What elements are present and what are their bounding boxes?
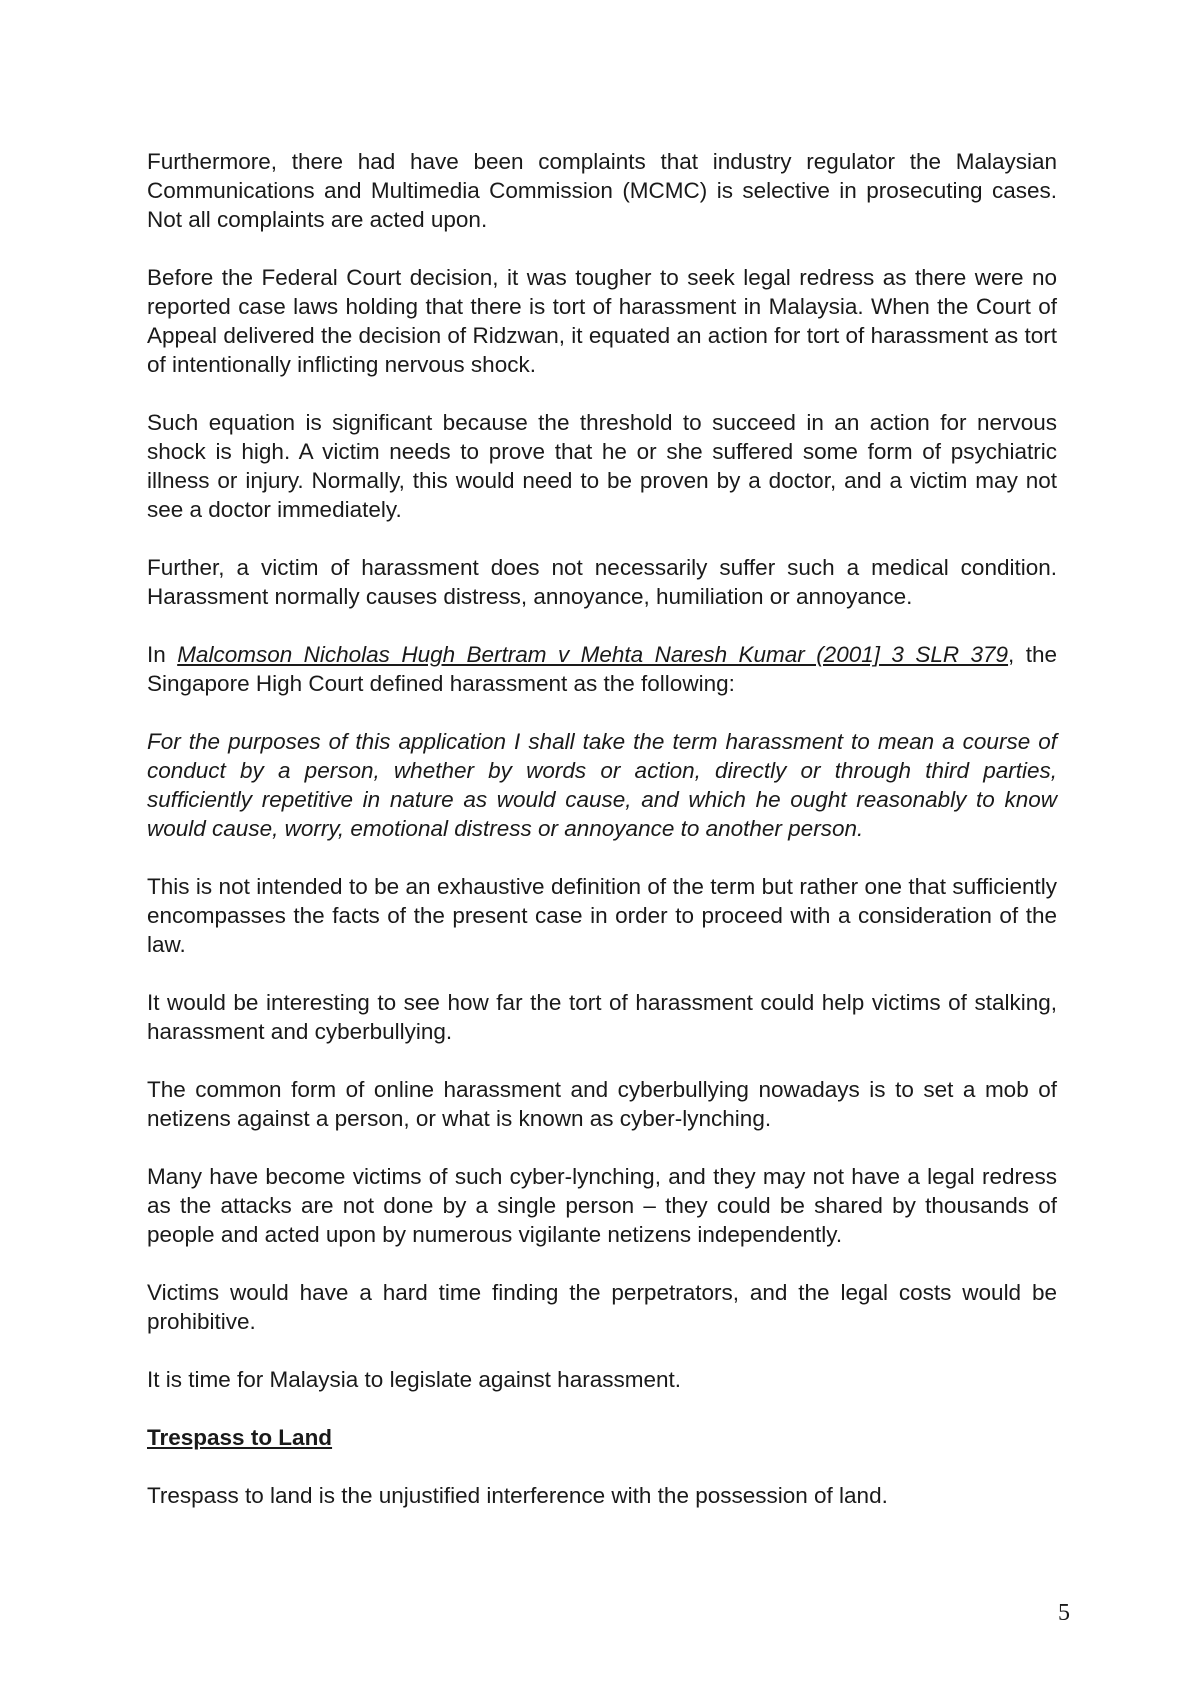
paragraph-cyber-lynching: The common form of online harassment and cyberbullying nowadays is to set a mob of netizens against a person, or what is known as cyber-lynching. <box>147 1077 1057 1131</box>
quoted-definition: For the purposes of this application I shall take the term harassment to mean a course of conduct by a person, whether by words or action, directly or through third parties, sufficiently repetitive in nature as would cause, and which he ought reasonably to know would cause, worry, emotional distress or annoyance to another person. <box>147 729 1057 841</box>
paragraph-victims-redress: Many have become victims of such cyber-lynching, and they may not have a legal redress as the attacks are not done by a single person – they could be shared by thousands of people and acted upon by numerous vigilante netizens independently. <box>147 1164 1057 1247</box>
paragraph-case-citation <box>147 640 1057 698</box>
citation-prefix: In <box>147 642 178 667</box>
paragraph-medical-condition: Further, a victim of harassment does not necessarily suffer such a medical condition. Harassment normally causes distress, annoyance, humiliation or annoyance. <box>147 555 1057 609</box>
paragraph-nervous-shock: Such equation is significant because the threshold to succeed in an action for nervous shock is high. A victim needs to prove that he or she suffered some form of psychiatric illness or injury. Normally, this would need to be proven by a doctor, and a victim may not see a doctor immediately. <box>147 410 1057 522</box>
paragraph-definition-scope: This is not intended to be an exhaustive definition of the term but rather one that sufficiently encompasses the facts of the present case in order to proceed with a consideration of the law. <box>147 874 1057 957</box>
paragraph-legal-costs: Victims would have a hard time finding the perpetrators, and the legal costs would be prohibitive. <box>147 1280 1057 1334</box>
citation-suffix: , the Singapore High Court defined harassment as the following: <box>147 642 1057 696</box>
paragraph-interesting: It would be interesting to see how far the tort of harassment could help victims of stalking, harassment and cyberbullying. <box>147 990 1057 1044</box>
page-number: 5 <box>1058 1600 1070 1626</box>
paragraph-mcmc-complaints: Furthermore, there had have been complaints that industry regulator the Malaysian Communications and Multimedia Commission (MCMC) is selective in prosecuting cases. Not all complaints are acted upon. <box>147 149 1057 232</box>
case-reference: Malcomson Nicholas Hugh Bertram v Mehta Naresh Kumar (2001] 3 SLR 379 <box>177 642 1009 667</box>
document-body <box>147 147 1057 1510</box>
paragraph-federal-court: Before the Federal Court decision, it was tougher to seek legal redress as there were no reported case laws holding that there is tort of harassment in Malaysia. When the Court of Appeal delivered the decision of Ridzwan, it equated an action for tort of harassment as tort of intentionally inflicting nervous shock. <box>147 265 1057 377</box>
paragraph-legislate: It is time for Malaysia to legislate against harassment. <box>147 1367 681 1392</box>
paragraph-trespass-definition: Trespass to land is the unjustified interference with the possession of land. <box>147 1483 888 1508</box>
section-heading: Trespass to Land <box>147 1425 333 1450</box>
